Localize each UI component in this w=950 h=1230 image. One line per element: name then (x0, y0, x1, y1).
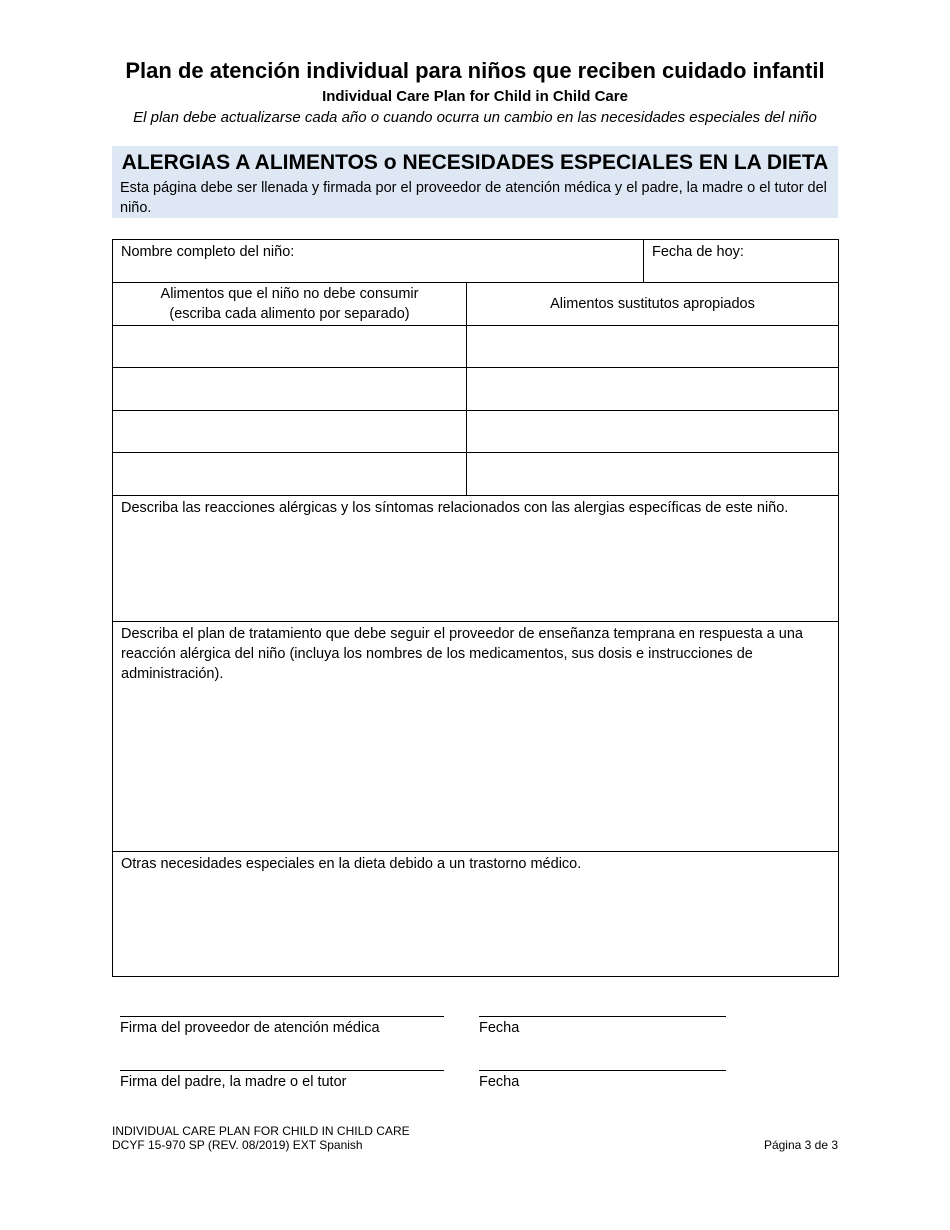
footer-form-info (112, 1124, 410, 1152)
table-row (113, 326, 839, 368)
foods-avoid-header (113, 283, 467, 326)
substitute-food-input[interactable] (467, 326, 839, 368)
table-row (113, 368, 839, 411)
foods-avoid-header-line2: (escriba cada alimento por separado) (169, 306, 410, 322)
foods-header-row (113, 283, 839, 326)
provider-date-label: Fecha (479, 1020, 520, 1036)
footer-form-title: INDIVIDUAL CARE PLAN FOR CHILD IN CHILD CARE (112, 1124, 410, 1138)
table-row (113, 411, 839, 453)
treatment-row (113, 622, 839, 852)
allergic-reactions-label: Describa las reacciones alérgicas y los síntomas relacionados con las alergias específicas de este niño. (121, 500, 789, 516)
table-row (113, 453, 839, 496)
update-note: El plan debe actualizarse cada año o cuando ocurra un cambio en las necesidades especiales del niño (133, 109, 817, 126)
foods-avoid-header-line1: Alimentos que el niño no debe consumir (160, 286, 419, 302)
section-instructions: Esta página debe ser llenada y firmada por el proveedor de atención médica y el padre, la madre o el tutor del niño. (120, 180, 827, 216)
name-date-row (113, 240, 839, 283)
todays-date-field[interactable] (644, 240, 839, 283)
parent-signature-label: Firma del padre, la madre o el tutor (120, 1074, 347, 1090)
food-avoid-input[interactable] (113, 368, 467, 411)
document-subtitle: Individual Care Plan for Child in Child Care (322, 88, 628, 105)
treatment-plan-field[interactable] (113, 622, 839, 852)
allergy-form-table (112, 239, 839, 977)
provider-signature-label: Firma del proveedor de atención médica (120, 1020, 380, 1036)
other-diet-needs-field[interactable] (113, 852, 839, 977)
document-header (0, 56, 950, 128)
treatment-plan-label: Describa el plan de tratamiento que debe seguir el proveedor de enseñanza temprana en respuesta a una reacción alérgica del niño (incluya los nombres de los medicamentos, sus dosis e instrucciones de administración). (121, 626, 803, 682)
provider-signature-line[interactable] (120, 1016, 444, 1017)
parent-date-label: Fecha (479, 1074, 520, 1090)
page-number: Página 3 de 3 (763, 1138, 838, 1152)
parent-signature-line[interactable] (120, 1070, 444, 1071)
allergic-reactions-field[interactable] (113, 496, 839, 622)
todays-date-label: Fecha de hoy: (652, 244, 744, 260)
substitute-foods-header: Alimentos sustitutos apropiados (467, 283, 839, 326)
food-avoid-input[interactable] (113, 411, 467, 453)
provider-date-line[interactable] (479, 1016, 726, 1017)
food-avoid-input[interactable] (113, 453, 467, 496)
parent-date-line[interactable] (479, 1070, 726, 1071)
section-banner (112, 146, 838, 218)
substitute-food-input[interactable] (467, 453, 839, 496)
other-diet-needs-label: Otras necesidades especiales en la dieta debido a un trastorno médico. (121, 856, 582, 872)
substitute-food-input[interactable] (467, 411, 839, 453)
document-title: Plan de atención individual para niños que reciben cuidado infantil (125, 58, 825, 83)
child-name-field[interactable] (113, 240, 644, 283)
section-title: ALERGIAS A ALIMENTOS o NECESIDADES ESPECIALES EN LA DIETA (121, 151, 829, 174)
child-name-label: Nombre completo del niño: (121, 244, 295, 260)
reactions-row (113, 496, 839, 622)
footer-form-number: DCYF 15-970 SP (REV. 08/2019) EXT Spanish (112, 1138, 363, 1152)
substitute-food-input[interactable] (467, 368, 839, 411)
other-needs-row (113, 852, 839, 977)
food-avoid-input[interactable] (113, 326, 467, 368)
